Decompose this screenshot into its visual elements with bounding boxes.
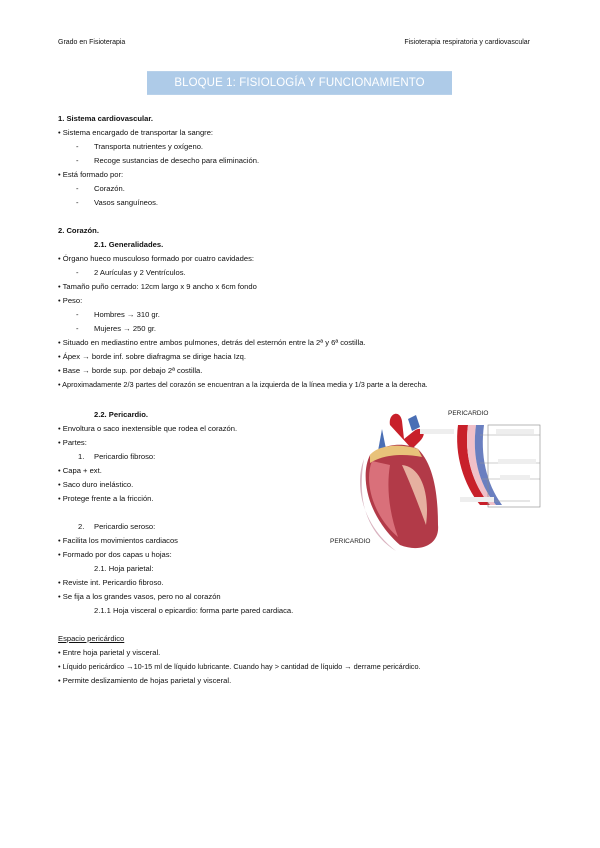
subsection-title: 2.1. Hoja parietal:	[94, 564, 154, 573]
bullet: • Peso:	[58, 296, 83, 305]
espacio-title: Espacio pericárdico	[58, 634, 125, 643]
bullet: • Situado en mediastino entre ambos pulmones, detrás del esternón entre la 2ª y 6ª costilla.	[58, 338, 366, 347]
heart-icon	[360, 414, 438, 551]
section-1-title: 1. Sistema cardiovascular.	[58, 114, 153, 123]
pericardium-layers-icon	[420, 425, 540, 507]
bullet: • Facilita los movimientos cardiacos	[58, 536, 178, 545]
subsection-title: 2.1.1 Hoja visceral o epicardio: forma parte pared cardiaca.	[94, 606, 294, 615]
bullet: • Órgano hueco musculoso formado por cuatro cavidades:	[58, 254, 254, 263]
subsection-title: 2.1. Generalidades.	[94, 240, 164, 249]
header-right: Fisioterapia respiratoria y cardiovascular	[404, 39, 530, 46]
bullet: • Saco duro inelástico.	[58, 480, 134, 489]
bullet: • Permite deslizamiento de hojas parietal y visceral.	[58, 676, 232, 685]
bullet: • Está formado por:	[58, 170, 124, 179]
bullet: • Protege frente a la fricción.	[58, 494, 154, 503]
bullet: • Partes:	[58, 438, 87, 447]
heart-illustration	[330, 405, 545, 555]
bullet: • Ápex → borde inf. sobre diafragma se dirige hacia Izq.	[58, 352, 246, 361]
section-2-title: 2. Corazón.	[58, 226, 99, 235]
bullet: • Envoltura o saco inextensible que rodea el corazón.	[58, 424, 238, 433]
bullet: • Capa + ext.	[58, 466, 102, 475]
figure-label-main: PERICARDIO	[330, 538, 371, 545]
bullet: • Líquido pericárdico →10-15 ml de líquido lubricante. Cuando hay > cantidad de líquido → derrame pericárdico.	[58, 662, 421, 671]
bullet: • Reviste int. Pericardio fibroso.	[58, 578, 164, 587]
section-banner: BLOQUE 1: FISIOLOGÍA Y FUNCIONAMIENTO CARDÍACO	[147, 71, 452, 95]
bullet: • Base → borde sup. por debajo 2ª costilla.	[58, 366, 203, 375]
bullet: • Entre hoja parietal y visceral.	[58, 648, 161, 657]
header-left: Grado en Fisioterapia	[58, 39, 126, 46]
bullet: • Aproximadamente 2/3 partes del corazón se encuentran a la izquierda de la línea media y 1/3 parte a la derecha.	[58, 380, 428, 389]
bullet: • Sistema encargado de transportar la sangre:	[58, 128, 214, 137]
bullet: • Se fija a los grandes vasos, pero no al corazón	[58, 592, 221, 601]
figure-label-inset: PERICARDIO	[448, 410, 489, 417]
bullet: • Formado por dos capas u hojas:	[58, 550, 172, 559]
bullet: • Tamaño puño cerrado: 12cm largo x 9 ancho x 6cm fondo	[58, 282, 257, 291]
subsection-title: 2.2. Pericardio.	[94, 410, 149, 419]
